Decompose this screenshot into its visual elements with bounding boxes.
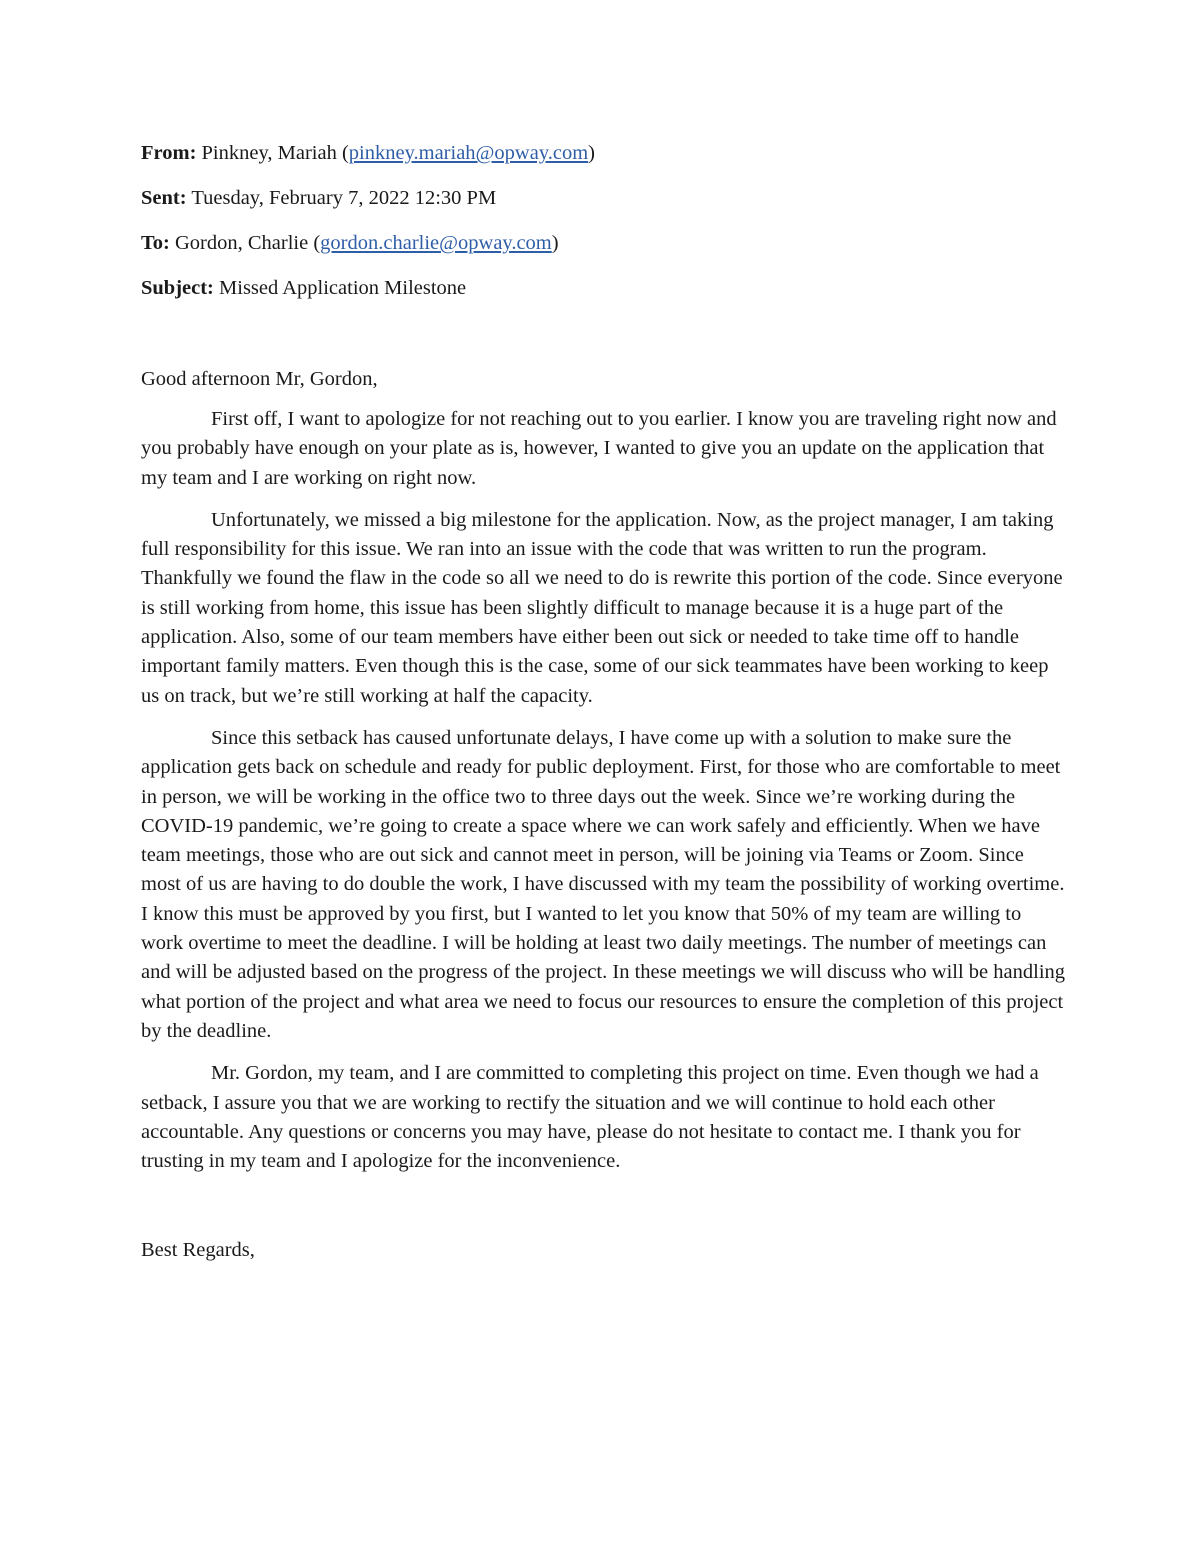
greeting: Good afternoon Mr, Gordon,: [141, 368, 378, 390]
to-line: [141, 228, 1066, 258]
to-email-link[interactable]: gordon.charlie@opway.com: [320, 232, 552, 254]
body-paragraph-1: First off, I want to apologize for not reaching out to you earlier. I know you are traveling right now and you probably have enough on your plate as is, however, I wanted to give you an update on the application that my team and I are working on right now.: [141, 408, 1057, 489]
from-label: From:: [141, 142, 197, 164]
from-email-link[interactable]: pinkney.mariah@opway.com: [348, 142, 589, 164]
to-name: Gordon, Charlie (: [175, 232, 321, 254]
sent-label: Sent:: [141, 187, 187, 209]
from-name: Pinkney, Mariah (: [201, 142, 349, 164]
body-paragraph-3: Since this setback has caused unfortunate delays, I have come up with a solution to make sure the application gets back on schedule and ready for public deployment. First, for those who are comfortable to meet in person, we will be working in the office two to three days out the week. Since we’re working during the COVID-19 pandemic, we’re going to create a space where we can work safely and efficiently. When we have team meetings, those who are out sick and cannot meet in person, will be joining via Teams or Zoom. Since most of us are having to do double the work, I have discussed with my team the possibility of working overtime. I know this must be approved by you first, but I wanted to let you know that 50% of my team are willing to work overtime to meet the deadline. I will be holding at least two daily meetings. The number of meetings can and will be adjusted based on the progress of the project. In these meetings we will discuss who will be handling what portion of the project and what area we need to focus our resources to ensure the completion of this project by the deadline.: [141, 726, 1066, 1042]
subject-line: [141, 273, 1066, 303]
closing: Best Regards,: [141, 1239, 255, 1262]
subject-label: Subject:: [141, 277, 214, 299]
email-document: [141, 138, 1066, 1265]
body-paragraph-4: Mr. Gordon, my team, and I are committed to completing this project on time. Even though we had a setback, I assure you that we are working to rectify the situation and we will continue to hold each other accountable. Any questions or concerns you may have, please do not hesitate to contact me. I thank you for trusting in my team and I apologize for the inconvenience.: [141, 1062, 1039, 1173]
subject-value: Missed Application Milestone: [219, 277, 467, 299]
body-paragraph-2: Unfortunately, we missed a big milestone for the application. Now, as the project manager, I am taking full responsibility for this issue. We ran into an issue with the code that was written to run the program. Thankfully we found the flaw in the code so all we need to do is rewrite this portion of the code. Since everyone is still working from home, this issue has been slightly difficult to manage because it is a huge part of the application. Also, some of our team members have either been out sick or needed to take time off to handle important family matters. Even though this is the case, some of our sick teammates have been working to keep us on track, but we’re still working at half the capacity.: [141, 508, 1063, 707]
from-close-paren: ): [588, 142, 595, 164]
to-label: To:: [141, 232, 170, 254]
sent-line: [141, 183, 1066, 213]
from-line: [141, 138, 1066, 168]
to-close-paren: ): [551, 232, 559, 254]
sent-value: Tuesday, February 7, 2022 12:30 PM: [191, 187, 497, 209]
